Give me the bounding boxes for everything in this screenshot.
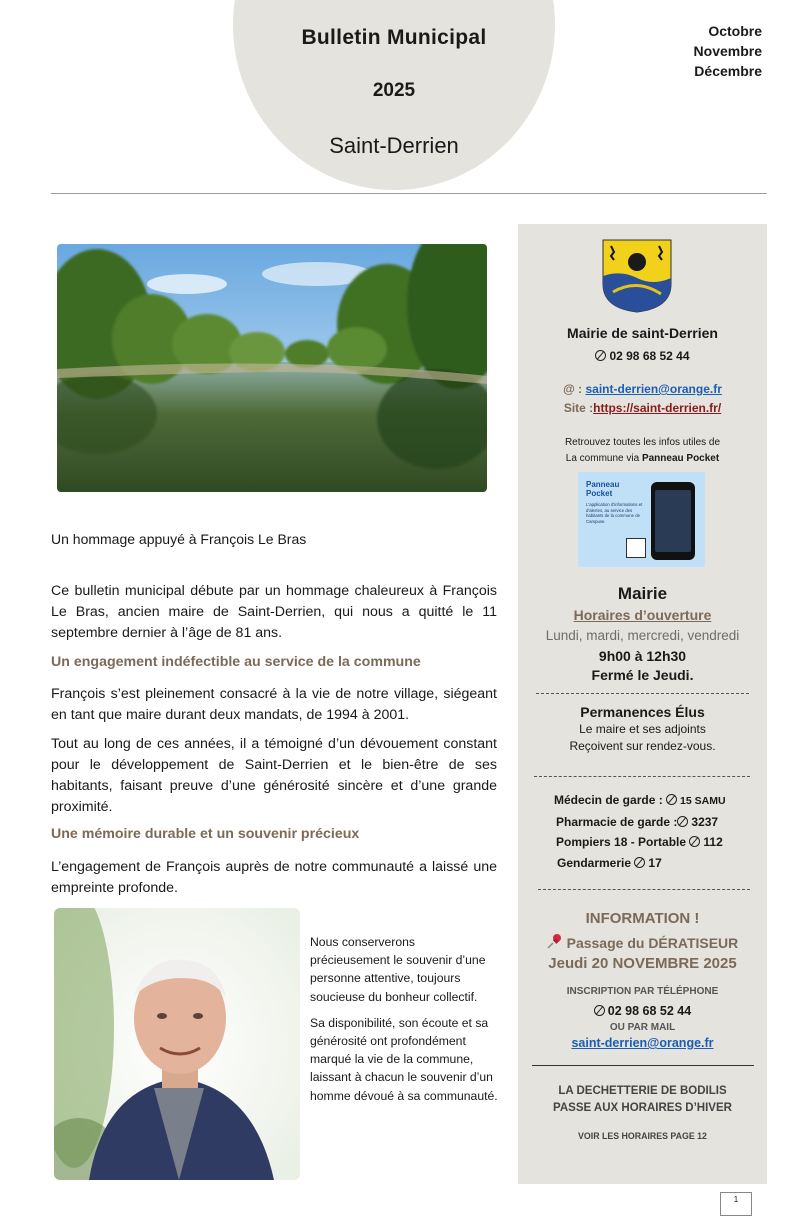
header-divider xyxy=(51,193,767,194)
town-name: Saint-Derrien xyxy=(329,133,459,158)
email-row xyxy=(518,382,767,396)
site-link[interactable]: https://saint-derrien.fr/ xyxy=(593,401,722,415)
article-paragraph-4 xyxy=(51,857,497,899)
info-heading: INFORMATION ! xyxy=(585,910,700,927)
subhead-engagement: Un engagement indéfectible au service de la commune xyxy=(51,654,421,670)
emergency-pompiers xyxy=(554,832,726,853)
email-label: @ : xyxy=(563,382,583,396)
closed-day: Fermé le Jeudi. xyxy=(591,667,694,683)
paragraph-3-text: Tout au long de ces années, il a témoigné d’un dévouement constant pour le développement de Saint-Derrien et le bien-être de ses habitants, faisant preuve d’une générosité sincère et d’une grande proximité. xyxy=(51,736,497,815)
panneau-pocket-text xyxy=(586,480,646,524)
bulletin-title: Bulletin Municipal xyxy=(301,26,487,49)
mairie-heading: Mairie xyxy=(617,584,668,603)
caption-2: Sa disponibilité, son écoute et sa générosité ont profondément marqué la vie de la commune, laissant à chacun le souvenir d’un homme dévoué à sa communauté. xyxy=(310,1015,498,1103)
page-number: 1 xyxy=(720,1192,752,1216)
email-link[interactable]: saint-derrien@orange.fr xyxy=(585,382,722,396)
permanences-line-1: Le maire et ses adjoints xyxy=(579,722,706,736)
info-line-1 xyxy=(518,933,767,952)
emergency-pharmacie xyxy=(554,812,726,833)
qr-code-icon xyxy=(626,538,646,558)
emergency-gendarmerie xyxy=(554,853,726,874)
inscription-label: INSCRIPTION PAR TÉLÉPHONE xyxy=(566,986,719,997)
info-deratiseur: Passage du DÉRATISEUR xyxy=(566,935,739,951)
phone-icon xyxy=(677,816,688,827)
dechetterie-line-2: PASSE AUX HORAIRES D’HIVER xyxy=(553,1102,732,1114)
emergency-gendarmerie-value: 17 xyxy=(648,855,662,870)
divider-1 xyxy=(536,693,749,694)
phone-screen xyxy=(655,490,691,552)
panneau-pocket-brand: Panneau Pocket xyxy=(586,480,620,498)
emergency-pharmacie-value: 3237 xyxy=(691,814,719,829)
permanences-line-2: Reçoivent sur rendez-vous. xyxy=(569,739,716,753)
mairie-phone-row xyxy=(518,349,767,363)
divider-2 xyxy=(534,776,750,777)
article-intro-title: Un hommage appuyé à François Le Bras xyxy=(51,531,307,547)
pocket-line-2-prefix: La commune via xyxy=(565,453,640,464)
bulletin-year: 2025 xyxy=(372,80,416,101)
pocket-text xyxy=(518,435,767,467)
info-phone: 02 98 68 52 44 xyxy=(607,1004,692,1018)
subhead-memoire: Une mémoire durable et un souvenir précieux xyxy=(51,826,360,842)
mairie-name: Mairie de saint-Derrien xyxy=(567,325,718,341)
panneau-pocket-blurb: L'application d'informations et d'alertes, au service des habitants de la commune de Campuse. xyxy=(586,502,643,524)
month-3: Décembre xyxy=(694,63,762,79)
opening-days: Lundi, mardi, mercredi, vendredi xyxy=(545,628,740,643)
pocket-name: Panneau Pocket xyxy=(641,453,720,464)
site-row xyxy=(518,401,767,415)
portrait-photo xyxy=(54,908,300,1180)
paragraph-1-text: Ce bulletin municipal débute par un hommage chaleureux à François Le Bras, ancien maire de Saint-Derrien, qui nous a quitté le 11 septembre dernier à l’âge de 81 ans. xyxy=(51,583,497,641)
permanences-heading: Permanences Élus xyxy=(580,704,705,720)
phone-mockup-icon xyxy=(651,482,695,560)
emergency-pompiers-label: Pompiers 18 - Portable xyxy=(556,835,687,849)
month-1: Octobre xyxy=(708,23,762,39)
phone-icon xyxy=(689,836,700,847)
article-paragraph-3 xyxy=(51,734,497,818)
paragraph-2-text: François s’est pleinement consacré à la vie de notre village, siégeant en tant que maire durant deux mandats, de 1994 à 2001. xyxy=(51,686,497,723)
emergency-gendarmerie-label: Gendarmerie xyxy=(557,855,632,870)
mairie-phone: 02 98 68 52 44 xyxy=(609,349,690,363)
emergency-pompiers-value: 112 xyxy=(703,835,723,849)
pocket-line-1: Retrouvez toutes les infos utiles de xyxy=(564,437,721,448)
emergency-pharmacie-label: Pharmacie de garde : xyxy=(556,814,678,829)
panneau-pocket-ad[interactable] xyxy=(578,472,705,567)
phone-icon xyxy=(595,350,606,361)
info-phone-row xyxy=(518,1004,767,1018)
caption-1: Nous conserverons précieusement le souvenir d’une personne attentive, toujours soucieuse du bonheur collectif. xyxy=(310,935,486,1004)
emergency-medecin-value: 15 SAMU xyxy=(680,795,726,807)
emergency-medecin-label: Médecin de garde : xyxy=(554,793,663,807)
month-2: Novembre xyxy=(693,43,762,59)
voir-horaires: VOIR LES HORAIRES PAGE 12 xyxy=(578,1131,707,1141)
portrait-caption xyxy=(310,933,498,1113)
phone-icon xyxy=(594,1005,605,1016)
divider-4 xyxy=(532,1065,754,1066)
emergency-medecin xyxy=(554,790,726,812)
months-list xyxy=(694,21,762,81)
coat-of-arms-logo xyxy=(601,238,673,314)
opening-hours: 9h00 à 12h30 xyxy=(598,648,687,664)
article-paragraph-1 xyxy=(51,581,497,644)
phone-icon xyxy=(634,857,645,868)
info-email-row xyxy=(518,1036,767,1050)
pushpin-icon xyxy=(547,933,563,952)
pocket-line-2 xyxy=(518,451,767,467)
article-paragraph-2 xyxy=(51,684,497,726)
lake-photo xyxy=(57,244,487,492)
site-label: Site : xyxy=(563,401,594,415)
dechetterie-line-1: LA DECHETTERIE DE BODILIS xyxy=(558,1085,727,1097)
or-mail-label: OU PAR MAIL xyxy=(609,1022,676,1033)
info-date: Jeudi 20 NOVEMBRE 2025 xyxy=(548,955,737,972)
divider-3 xyxy=(538,889,750,890)
emergency-list xyxy=(554,790,726,873)
hours-heading: Horaires d’ouverture xyxy=(573,607,712,623)
paragraph-4-text: L’engagement de François auprès de notre communauté a laissé une empreinte profonde. xyxy=(51,859,497,896)
info-email-link[interactable]: saint-derrien@orange.fr xyxy=(571,1036,714,1050)
phone-icon xyxy=(666,794,677,805)
